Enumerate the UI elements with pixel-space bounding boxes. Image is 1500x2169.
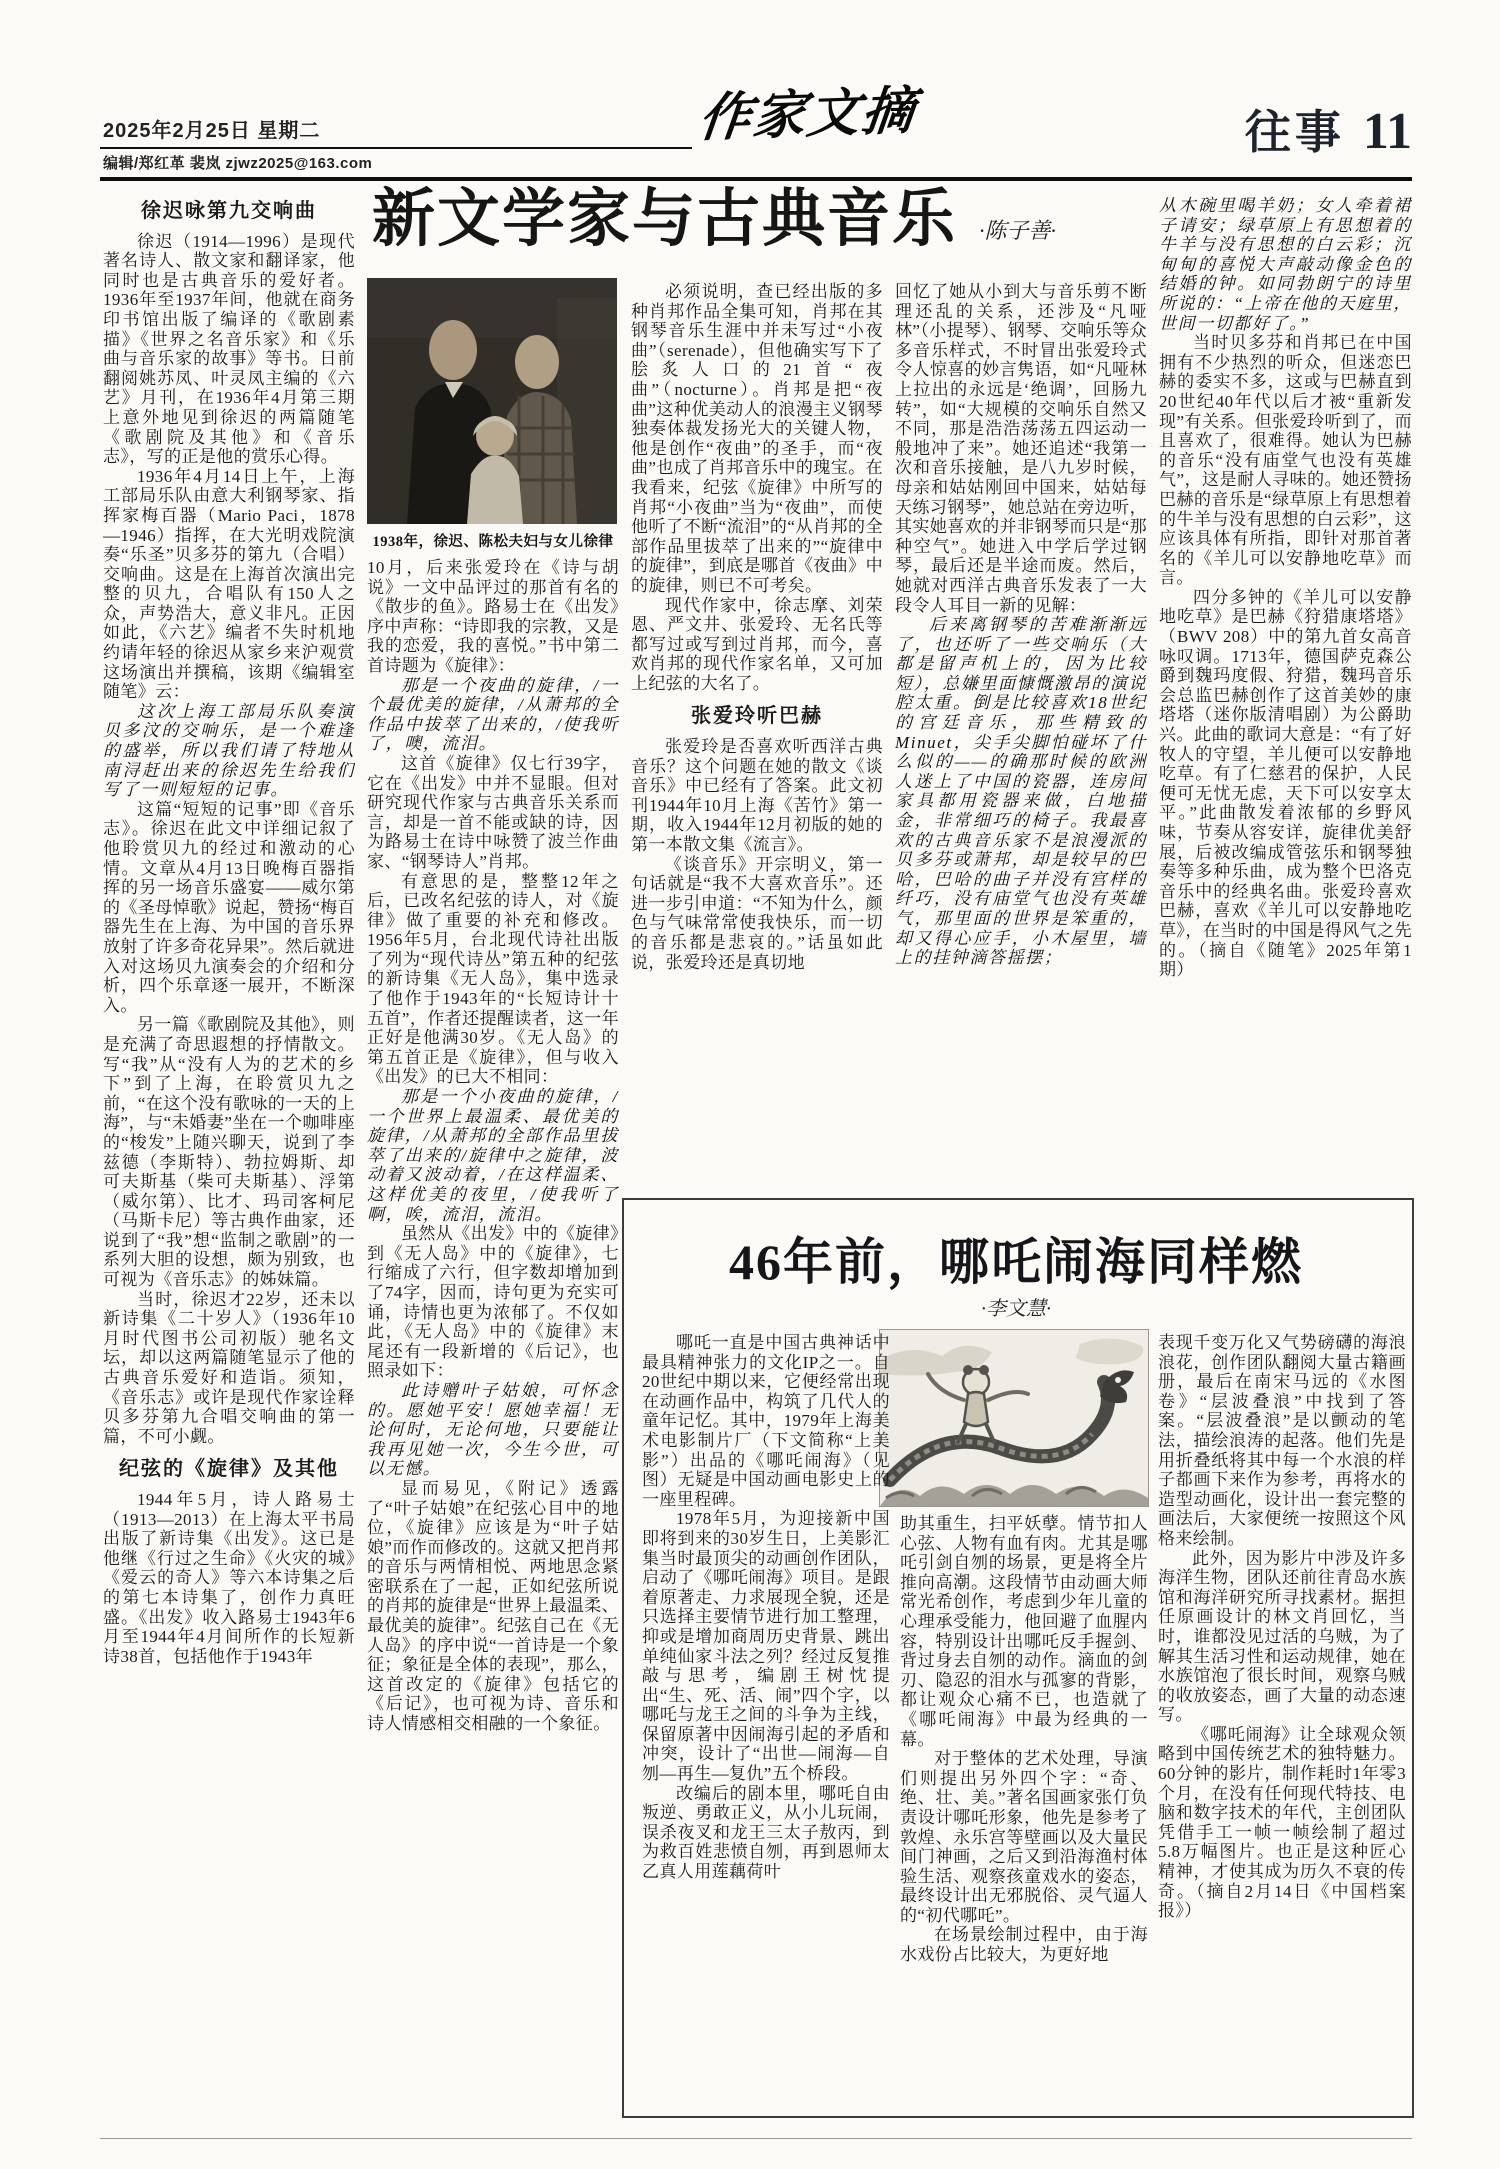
- nezha-article-column-1: [642, 1333, 890, 2101]
- music-article-column-3: [631, 282, 883, 1192]
- editor-credit: 编辑/郑红革 裴岚 zjwz2025@163.com: [103, 155, 373, 172]
- section-header: [1245, 96, 1412, 162]
- nezha-article-title: 46年前，哪吒闹海同样燃: [729, 1234, 1303, 1290]
- page-number: 11: [1362, 103, 1412, 160]
- music-article-title: 新文学家与古典音乐: [372, 184, 957, 254]
- paragraph: 四分多钟的《羊儿可以安静地吃草》是巴赫《狩猎康塔塔》（BWV 208）中的第九首女高音咏叹调。1713年，德国萨克森公爵到魏玛度假、狩猎，魏玛音乐会总监巴赫创作了这首美妙的康塔塔（迷你版清唱剧）为公爵助兴。此曲的歌词大意是：“有了好牧人的守望，羊儿便可以安静地吃草。有了仁慈君的保护，人民便可无忧无虑，天下可以安享太平。”此曲散发着浓郁的乡野风味，节奏从容安详，旋律优美舒展，后被改编成管弦乐和钢琴独奏等多种乐曲，成为整个巴洛克音乐中的经典名曲。张爱玲喜欢巴赫，喜欢《羊儿可以安静地吃草》，在当时的中国是得风气之先的。（摘自《随笔》2025年第1期）: [1159, 587, 1412, 980]
- paragraph: 张爱玲是否喜欢听西洋古典音乐？这个问题在她的散文《谈音乐》中已经有了答案。此文初刊1944年10月上海《苦竹》第一期，收入1944年12月初版的她的第一本散文集《流言》。: [631, 737, 883, 855]
- section-subhead: 纪弦的《旋律》及其他: [119, 1458, 339, 1481]
- paragraph: 现代作家中，徐志摩、刘荣恩、严文井、张爱玲、无名氏等都写过或写到过肖邦，而今，喜欢肖邦的现代作家名单，又可加上纪弦的大名了。: [631, 595, 883, 693]
- music-article-byline: ·陈子善·: [979, 218, 1057, 243]
- page-bottom-divider: [100, 2138, 1412, 2139]
- section-subhead: 徐迟咏第九交响曲: [141, 200, 317, 222]
- quote-paragraph-continued: 从木碗里喝羊奶；女人牵着裙子请安；绿草原上有思想着的牛羊与没有思想的白云彩；沉甸甸的喜悦大声敲动像金色的结婚的钟。如同勃朗宁的诗里所说的：“上帝在他的天庭里，世间一切都好了。”: [1159, 196, 1412, 333]
- paragraph: 《谈音乐》开宗明义，第一句话就是“我不大喜欢音乐”。还进一步引申道：“不知为什么，颜色与气味常常使我快乐，而一切的音乐都是悲哀的。”话虽如此说，张爱玲还是真切地: [631, 854, 883, 972]
- issue-date: 2025年2月25日 星期二: [103, 120, 321, 142]
- paragraph: 当时，徐迟才22岁，还未以新诗集《二十岁人》（1936年10月时代图书公司初版）驰名文坛，却以这两篇随笔显示了他的古典音乐爱好和造诣。须知，《音乐志》或许是现代作家诠释贝多芬第九合唱交响曲的第一篇，不可小觑。: [103, 1289, 355, 1446]
- paragraph-continued: 10月，后来张爱玲在《诗与胡说》一文中品评过的那首有名的《散步的鱼》。路易士在《出发》序中声称：“诗即我的宗教，又是我的恋爱，我的喜悦。”书中第二首诗题为《旋律》：: [367, 558, 619, 675]
- paragraph: 这首《旋律》仅七行39字，它在《出发》中并不显眼。但对研究现代作家与古典音乐关系而言，却是一首不能或缺的诗，因为路易士在诗中咏赞了波兰作曲家、“钢琴诗人”肖邦。: [367, 753, 619, 871]
- paragraph-continued: 回忆了她从小到大与音乐剪不断理还乱的关系，还涉及“凡哑林”（小提琴）、钢琴、交响乐等众多音乐样式，不时冒出张爱玲式令人惊喜的妙言隽语，如“凡哑林上拉出的永远是‘绝调’，回肠九转”，如“大规模的交响乐自然又不同，那是浩浩荡荡五四运动一般地冲了来”。她还追述“我第一次和音乐接触，是八九岁时候，母亲和姑姑刚回中国来，姑姑每天练习钢琴”，她总站在旁边听，其实她喜欢的并非钢琴而只是“那种空气”。她进入中学后学过钢琴，最后还是半途而废。然后，她就对西洋古典音乐发表了一大段令人耳目一新的见解：: [895, 282, 1147, 615]
- paragraph: 改编后的剧本里，哪吒自由叛逆、勇敢正义，从小儿玩闹，误杀夜叉和龙王三太子敖丙，到为救百姓悲愤自刎，再到恩师太乙真人用莲藕荷叶: [642, 1783, 890, 1882]
- header-thick-divider: [100, 177, 1412, 181]
- music-article-column-4: [895, 282, 1147, 1192]
- quote-paragraph: 此诗赠叶子姑娘，可怀念的。愿她平安！愿她幸福！无论何时，无论何地，只要能让我再见她一次，今生今世，可以无憾。: [367, 1380, 619, 1479]
- family-photo-caption: 1938年，徐迟、陈松夫妇与女儿徐律: [372, 534, 614, 550]
- nezha-article-byline: ·李文慧·: [981, 1298, 1051, 1320]
- paragraph: 必须说明，查已经出版的多种肖邦作品全集可知，肖邦在其钢琴音乐生涯中并未写过“小夜曲”（serenade），但他确实写下了脍炙人口的21首“夜曲”（nocturne）。肖邦是把“夜曲”这种优美动人的浪漫主义钢琴独奏体裁发扬光大的关键人物，他是创作“夜曲”的圣手，而“夜曲”也成了肖邦音乐中的瑰宝。在我看来，纪弦《旋律》中所写的肖邦“小夜曲”当为“夜曲”，而使他听了不断“流泪”的“从肖邦的全部作品里拔萃了出来的”“旋律中的旋律”，到底是哪首《夜曲》中的旋律，则已不可考矣。: [631, 282, 883, 595]
- paragraph: 1944年5月，诗人路易士（1913—2013）在上海太平书局出版了新诗集《出发》。这已是他继《行过之生命》《火灾的城》《爱云的奇人》等六本诗集之后的第七本诗集了，创作力真旺盛。《出发》收入路易士1943年6月至1944年4月间所作的长短新诗38首，包括他作于1943年: [103, 1490, 355, 1666]
- paragraph: 对于整体的艺术处理，导演们则提出另外四个字：“奇、绝、壮、美。”著名国画家张仃负责设计哪吒形象，他先是参考了敦煌、永乐宫等壁画以及大量民间门神画，之后又到沿海渔村体验生活、观察孩童戏水的姿态，最终设计出无邪脱俗、灵气逼人的“初代哪吒”。: [900, 1749, 1148, 1925]
- paragraph: 此外，因为影片中涉及许多海洋生物，团队还前往青岛水族馆和海洋研究所寻找素材。据担任原画设计的林文肖回忆，当时，谁都没见过活的乌贼，为了解其生活习性和运动规律，她在水族馆泡了很长时间，观察乌贼的收放姿态，画了大量的动态速写。: [1158, 1548, 1406, 1725]
- paragraph: 有意思的是，整整12年之后，已改名纪弦的诗人，对《旋律》做了重要的补充和修改。1956年5月，台北现代诗社出版了列为“现代诗丛”第五种的纪弦的新诗集《无人岛》，集中选录了他作于1943年的“长短诗计十五首”，作者还提醒读者，这一年正好是他满30岁。《无人岛》的第五首正是《旋律》，但与收入《出发》的已大不相同：: [367, 871, 619, 1087]
- nezha-film-still-illustration: [880, 1330, 1148, 1506]
- nezha-film-still: [880, 1330, 1148, 1506]
- header-thin-divider: [100, 147, 692, 149]
- section-name: 往事: [1244, 107, 1345, 158]
- paragraph: 哪吒一直是中国古典神话中最具精神张力的文化IP之一。自20世纪中期以来，它便经常出现在动画作品中，构筑了几代人的童年记忆。其中，1979年上海美术电影制片厂（下文简称“上美影”）出品的《哪吒闹海》（见图）无疑是中国动画电影史上的一座里程碑。: [642, 1333, 890, 1509]
- paragraph-continued: 表现千变万化又气势磅礴的海浪浪花，创作团队翻阅大量古籍画册，最后在南宋马远的《水图卷》“层波叠浪”中找到了答案。“层波叠浪”是以颤动的笔法，描绘浪涛的起落。他们先是用折叠纸将其中每一个水浪的样子都画下来作为参考，再将水的造型动画化，设计出一套完整的画法后，大家便统一按照这个风格来绘制。: [1158, 1333, 1406, 1548]
- family-photo-illustration: [367, 278, 617, 524]
- masthead-title: 作家文摘: [695, 83, 919, 148]
- section-subhead: 张爱玲听巴赫: [691, 705, 823, 728]
- quote-paragraph: 这次上海工部局乐队奏演贝多汶的交响乐，是一个难逢的盛举，所以我们请了特地从南浔赶出来的徐迟先生给我们写了一则短短的记事。: [103, 701, 355, 800]
- paragraph: 1936年4月14日上午，上海工部局乐队由意大利钢琴家、指挥家梅百器（Mario Paci，1878—1946）指挥，在大光明戏院演奏“乐圣”贝多芬的第九（合唱）交响曲。这是在上海首次演出完整的贝九，合唱队有150人之众，声势浩大，意义非凡。正因如此，《六艺》编者不失时机地约请年轻的徐迟从家乡来沪观赏这场演出并撰稿，该期《编辑室随笔》云：: [103, 466, 355, 702]
- paragraph: 虽然从《出发》中的《旋律》到《无人岛》中的《旋律》，七行缩成了六行，但字数却增加到了74字，因而，诗句更为充实可诵，诗情也更为浓郁了。不仅如此，《无人岛》中的《旋律》末尾还有一段新增的《后记》，也照录如下：: [367, 1224, 619, 1381]
- paragraph: 在场景绘制过程中，由于海水戏份占比较大，为更好地: [900, 1925, 1148, 1965]
- music-article-titlebar: [372, 184, 1152, 254]
- paragraph: 徐迟（1914—1996）是现代著名诗人、散文家和翻译家，他同时也是古典音乐的爱好者。1936年至1937年间，他就在商务印书馆出版了编译的《歌剧素描》《世界之名音乐家》和《乐曲与音乐家的故事》等书。日前翻阅姚苏凤、叶灵凤主编的《六艺》月刊，在1936年4月第三期上意外地见到徐迟的两篇随笔《歌剧院及其他》和《音乐志》，写的正是他的赏乐心得。: [103, 231, 355, 467]
- quote-paragraph: 后来离钢琴的苦难渐渐远了，也还听了一些交响乐（大都是留声机上的，因为比较短），总嫌里面慷慨激昂的演说腔太重。倒是比较喜欢18世纪的宫廷音乐，那些精致的Minuet，尖手尖脚怕碰坏了什么似的——的确那时候的欧洲人迷上了中国的瓷器，连房间家具都用瓷器来做，白地描金，非常细巧的椅子。我最喜欢的古典音乐家不是浪漫派的贝多芬或萧邦，却是较早的巴哈，巴哈的曲子并没有宫样的纤巧，没有庙堂气也没有英雄气，那里面的世界是笨重的，却又得心应手，小木屋里，墙上的挂钟滴答摇摆；: [895, 615, 1147, 968]
- music-article-column-2: [367, 558, 619, 2010]
- nezha-article-column-2: [900, 1514, 1148, 2104]
- paragraph: 1978年5月，为迎接新中国即将到来的30岁生日，上美影汇集当时最顶尖的动画创作团队，启动了《哪吒闹海》项目。是跟着原著走、力求展现全貌，还是只选择主要情节进行加工整理，抑或是增加商周历史背景、跳出单纯仙家斗法之列？经过反复推敲与思考，编剧王树忱提出“生、死、活、闹”四个字，以哪吒与龙王之间的斗争为主线，保留原著中因闹海引起的矛盾和冲突，设计了“出世—闹海—自刎—再生—复仇”五个桥段。: [642, 1509, 890, 1784]
- paragraph: 这篇“短短的记事”即《音乐志》。徐迟在此文中详细记叙了他聆赏贝九的经过和激动的心情。文章从4月13日晚梅百器指挥的另一场音乐盛宴——威尔第的《圣母悼歌》说起，赞扬“梅百器先生在上海、为中国的音乐界放射了许多奇花异果”。然后就进入对这场贝九演奏会的介绍和分析，四个乐章逐一展开，不断深入。: [103, 799, 355, 1015]
- nezha-article-column-3: [1158, 1333, 1406, 2101]
- music-article-column-5: [1159, 196, 1412, 1192]
- paragraph: 《哪吒闹海》让全球观众领略到中国传统艺术的独特魅力。60分钟的影片，制作耗时1年零3个月，在没有任何现代特技、电脑和数字技术的年代，主创团队凭借手工一帧一帧绘制了超过5.8万幅图片。也正是这种匠心精神，才使其成为历久不衰的传奇。（摘自2月14日《中国档案报》）: [1158, 1724, 1406, 1921]
- quote-paragraph: 那是一个小夜曲的旋律，/一个世界上最温柔、最优美的旋律，/从萧邦的全部作品里拔萃了出来的/旋律中之旋律，波动着又波动着，/在这样温柔、这样优美的夜里，/使我听了啊，唉，流泪，流泪。: [367, 1087, 619, 1224]
- family-photo-image: [367, 278, 617, 524]
- quote-paragraph: 那是一个夜曲的旋律，/一个最优美的旋律，/从萧邦的全作品中拔萃了出来的，/使我听了，噢，流泪。: [367, 675, 619, 754]
- music-article-column-1: [103, 194, 355, 2052]
- paragraph: 当时贝多芬和肖邦已在中国拥有不少热烈的听众，但迷恋巴赫的委实不多，这或与巴赫直到20世纪40年代以后才被“重新发现”有关系。但张爱玲听到了，而且喜欢了，很难得。她认为巴赫的音乐“没有庙堂气也没有英雄气”，这是耐人寻味的。她还赞扬巴赫的音乐是“绿草原上有思想着的牛羊与没有思想的白云彩”，这应该具体有所指，即针对那首著名的《羊儿可以安静地吃草》而言。: [1159, 333, 1412, 588]
- paragraph-continued: 助其重生，扫平妖孽。情节扣人心弦、人物有血有肉。尤其是哪吒引剑自刎的场景，更是将全片推向高潮。这段情节由动画大师常光希创作，考虑到少年儿童的心理承受能力，他回避了血腥内容，特别设计出哪吒反手握剑、背过身去自刎的动作。滴血的剑刃、隐忍的泪水与孤寥的背影，都让观众心痛不已，也造就了《哪吒闹海》中最为经典的一幕。: [900, 1514, 1148, 1749]
- paragraph: 显而易见，《附记》透露了“叶子姑娘”在纪弦心目中的地位，《旋律》应该是为“叶子姑娘”而作而修改的。这就又把肖邦的音乐与两情相悦、两地思念紧密联系在了一起，正如纪弦所说的肖邦的旋律是“世界上最温柔、最优美的旋律”。纪弦自己在《无人岛》的序中说“一首诗是一个象征；象征是全体的表现”，那么，这首改定的《旋律》包括它的《后记》，也可视为诗、音乐和诗人情感相交相融的一个象征。: [367, 1478, 619, 1734]
- paragraph: 另一篇《歌剧院及其他》，则是充满了奇思遐想的抒情散文。写“我”从“没有人为的艺术的乡下”到了上海，在聆赏贝九之前，“在这个没有歌咏的一天的上海”，与“未婚妻”坐在一个咖啡座的“梭发”上随兴聊天，说到了李兹德（李斯特）、勃拉姆斯、却可夫斯基（柴可夫斯基）、浮第（威尔第）、比才、玛司客柯尼（马斯卡尼）等古典作曲家，还说到了“我”想“监制之歌剧”的一系列大胆的设想，颇为别致，也可视为《音乐志》的姊妹篇。: [103, 1015, 355, 1290]
